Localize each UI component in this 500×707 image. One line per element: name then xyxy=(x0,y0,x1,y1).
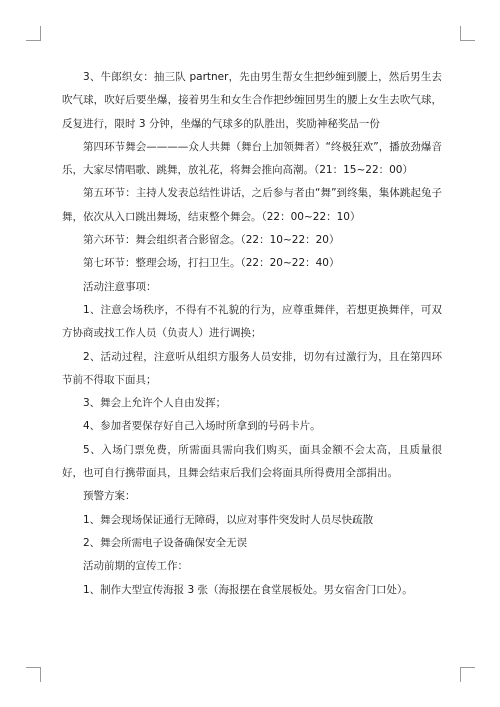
paragraph-stage-6: 第六环节：舞会组织者合影留念。（22：10~22：20） xyxy=(83,234,340,247)
paragraph-game-3: 3、牛郎织女：抽三队 partner，先由男生帮女生把纱缠到腰上，然后男生去吹气球，吹好后要坐爆，接着男生和女生合作把纱缠回男生的腰上女生去吹气球，反复进行，限时 3 分钟，坐爆的气球多的队胜出，奖励神秘奖品一份 xyxy=(62,71,442,130)
note-item-4: 4、参加者要保存好自己入场时所拿到的号码卡片。 xyxy=(83,420,321,433)
note-item-3: 3、舞会上允许个人自由发挥； xyxy=(83,397,227,410)
crop-mark-top-right xyxy=(460,26,475,41)
note-item-1: 1、注意会场秩序，不得有不礼貌的行为，应尊重舞伴，若想更换舞伴，可双方协商或找工作人员（负责人）进行调换； xyxy=(62,303,442,340)
heading-publicity: 活动前期的宣传工作： xyxy=(83,560,188,573)
heading-notes: 活动注意事项： xyxy=(83,280,157,293)
heading-contingency: 预警方案： xyxy=(83,490,136,503)
paragraph-stage-4: 第四环节舞会————众人共舞（舞台上加领舞者）“终极狂欢”，播放劲爆音乐，大家尽情唱歌、跳舞，放礼花，将舞会推向高潮。（21：15~22：00） xyxy=(62,140,442,177)
note-item-2: 2、活动过程，注意听从组织方服务人员安排，切勿有过激行为，且在第四环节前不得取下面具； xyxy=(62,350,442,386)
contingency-item-1: 1、舞会现场保证通行无障碍，以应对事件突发时人员尽快疏散 xyxy=(83,513,374,526)
publicity-item-1: 1、制作大型宣传海报 3 张（海报摆在食堂展板处。男女宿舍门口处）。 xyxy=(83,583,413,596)
note-item-5: 5、入场门票免费，所需面具需向我们购买，面具金额不会太高，且质量很好，也可自行携带面具，且舞会结束后我们会将面具所得费用全部捐出。 xyxy=(62,443,442,480)
paragraph-stage-7: 第七环节：整理会场，打扫卫生。（22：20~22：40） xyxy=(83,257,340,270)
document-body xyxy=(62,66,442,602)
paragraph-stage-5: 第五环节：主持人发表总结性讲话，之后参与者由“舞”到终集，集体跳起兔子舞，依次从入口跳出舞场，结束整个舞会。（22：00~22：10） xyxy=(62,187,442,223)
contingency-item-2: 2、舞会所需电子设备确保安全无误 xyxy=(83,536,248,549)
crop-mark-top-left xyxy=(26,26,41,41)
crop-mark-bottom-right xyxy=(460,667,475,682)
crop-mark-bottom-left xyxy=(26,667,41,682)
